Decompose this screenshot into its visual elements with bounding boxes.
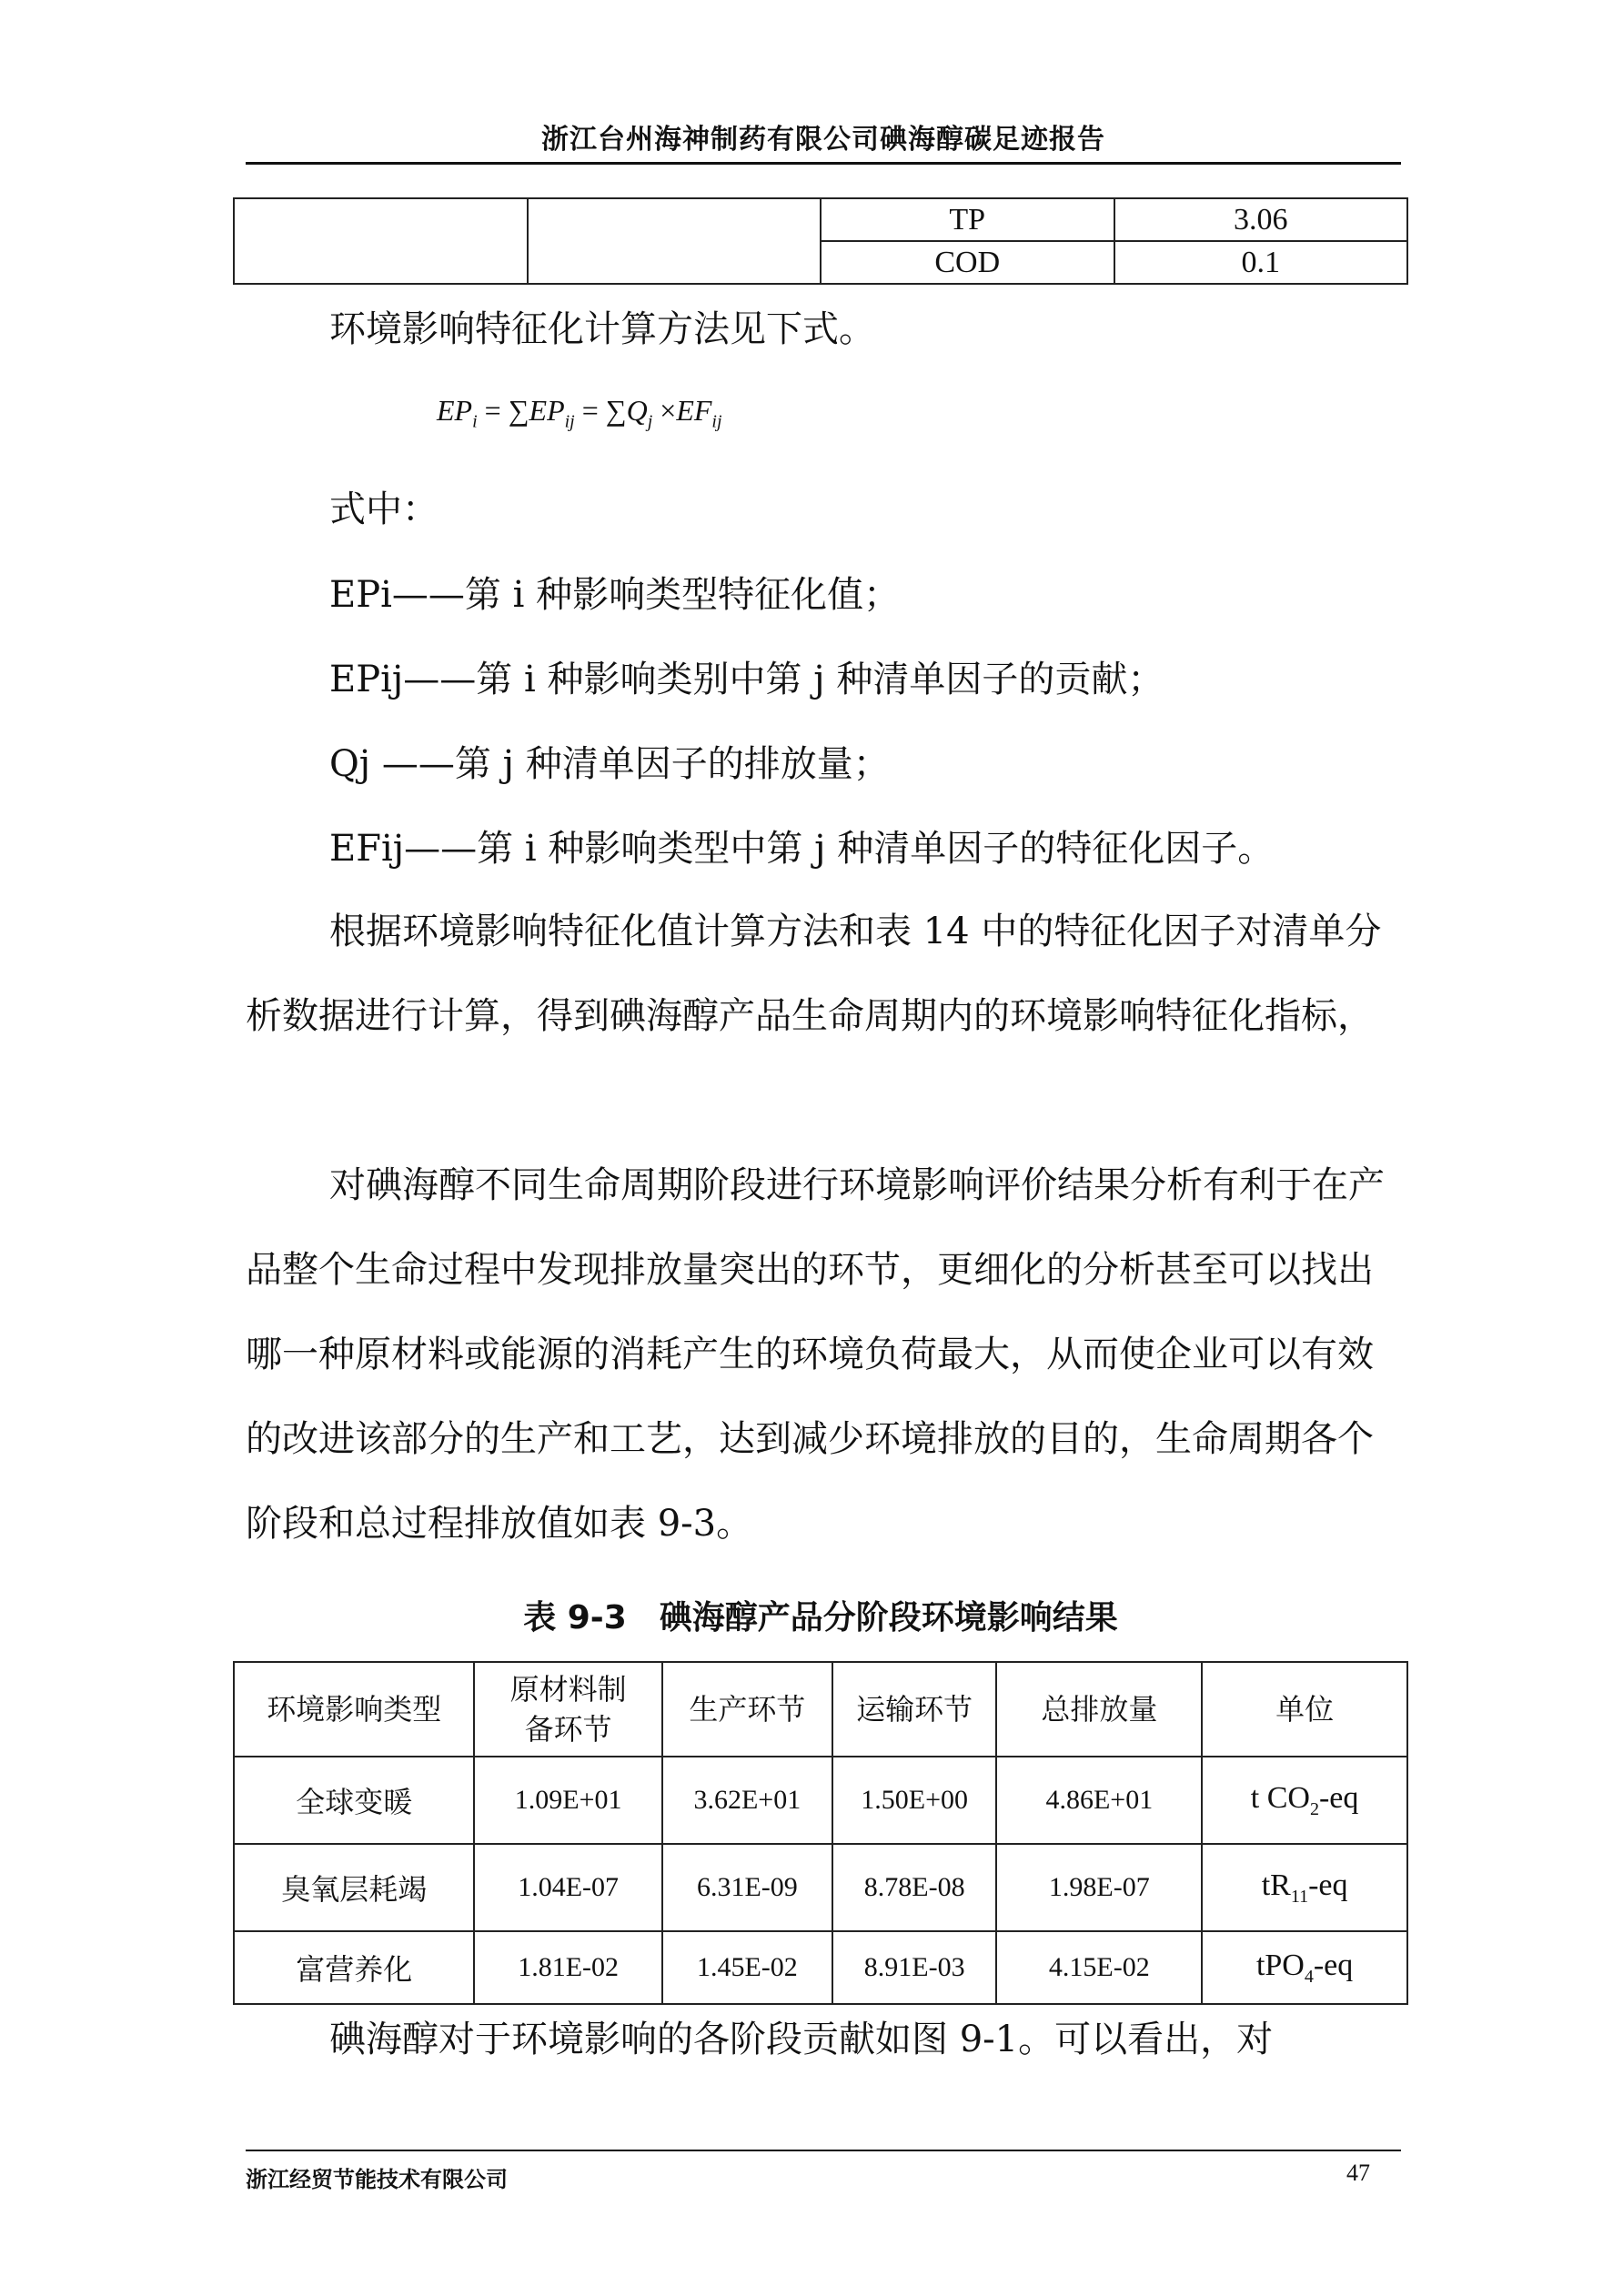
- column-header: 生产环节: [662, 1662, 832, 1757]
- production-value: 3.62E+01: [662, 1757, 832, 1844]
- table-row: [234, 1931, 1407, 2004]
- unit-cell: tPO$_4$-eq: [1202, 1931, 1407, 2004]
- empty-cell: [234, 198, 528, 284]
- pollutant-value: 0.1: [1114, 241, 1408, 284]
- table-caption: 表 9-3 碘海醇产品分阶段环境影响结果: [523, 1599, 1118, 1636]
- footer-company: 浙江经贸节能技术有限公司: [246, 2167, 508, 2192]
- raw-material-value: 1.09E+01: [474, 1757, 661, 1844]
- raw-material-value: 1.04E-07: [474, 1844, 661, 1931]
- definition-epi: EPi——第 i 种影响类型特征化值；: [329, 574, 901, 616]
- pollutant-value: 3.06: [1114, 198, 1408, 241]
- empty-cell: [528, 198, 822, 284]
- where-label: 式中：: [329, 488, 439, 530]
- impact-type: 富营养化: [234, 1931, 474, 2004]
- footer-divider: [246, 2150, 1401, 2151]
- table-row: [234, 1844, 1407, 1931]
- unit-cell: t $CO_2-eq$: [1202, 1757, 1407, 1844]
- report-header-title: 浙江台州海神制药有限公司碘海醇碳足迹报告: [541, 124, 1105, 156]
- intro-text: 环境影响特征化计算方法见下式。: [329, 308, 875, 350]
- column-header: 原材料制 备环节: [474, 1662, 661, 1757]
- pollutant-label: COD: [821, 241, 1114, 284]
- definition-epij: EPij——第 i 种影响类别中第 j 种清单因子的贡献；: [329, 659, 1164, 700]
- total-value: 1.98E-07: [996, 1844, 1202, 1931]
- transport-value: 8.78E-08: [832, 1844, 997, 1931]
- definition-qj: Qj ——第 j 种清单因子的排放量；: [329, 743, 890, 785]
- header-divider: [246, 162, 1401, 165]
- impact-results-table: [233, 1661, 1408, 2005]
- pollutant-label: TP: [821, 198, 1114, 241]
- characterization-formula: $EP_i = \sum EP_{ij} = \sum Q_j \times EF_{ij}$: [437, 394, 722, 432]
- column-header: 单位: [1202, 1662, 1407, 1757]
- page-number: 47: [1346, 2160, 1370, 2186]
- production-value: 1.45E-02: [662, 1931, 832, 2004]
- unit-cell: $tR_{11}-eq$: [1202, 1844, 1407, 1931]
- table-row: [234, 1757, 1407, 1844]
- transport-value: 1.50E+00: [832, 1757, 997, 1844]
- table-row: [234, 198, 1407, 241]
- impact-type: 全球变暖: [234, 1757, 474, 1844]
- transport-value: 8.91E-03: [832, 1931, 997, 2004]
- total-value: 4.86E+01: [996, 1757, 1202, 1844]
- column-header: 环境影响类型: [234, 1662, 474, 1757]
- body-paragraph: 对碘海醇不同生命周期阶段进行环境影响评价结果分析有利于在产品整个生命过程中发现排放量突出的环节，更细化的分析甚至可以找出哪一种原材料或能源的消耗产生的环境负荷最大，从而使企业可以有效的改进该部分的生产和工艺，达到减少环境排放的目的，生命周期各个阶段和总过程排放值如表 9-3。: [246, 1164, 1385, 1545]
- body-paragraph: 碘海醇对于环境影响的各阶段贡献如图 9-1。可以看出，对: [329, 2019, 1274, 2060]
- continued-emission-table: [233, 197, 1408, 285]
- column-header: 运输环节: [832, 1662, 997, 1757]
- raw-material-value: 1.81E-02: [474, 1931, 661, 2004]
- impact-type: 臭氧层耗竭: [234, 1844, 474, 1931]
- table-header-row: [234, 1662, 1407, 1757]
- body-paragraph: 根据环境影响特征化值计算方法和表 14 中的特征化因子对清单分析数据进行计算，得到碘海醇产品生命周期内的环境影响特征化指标，: [246, 911, 1382, 1037]
- total-value: 4.15E-02: [996, 1931, 1202, 2004]
- definition-efij: EFij——第 i 种影响类型中第 j 种清单因子的特征化因子。: [329, 828, 1275, 870]
- column-header: 总排放量: [996, 1662, 1202, 1757]
- production-value: 6.31E-09: [662, 1844, 832, 1931]
